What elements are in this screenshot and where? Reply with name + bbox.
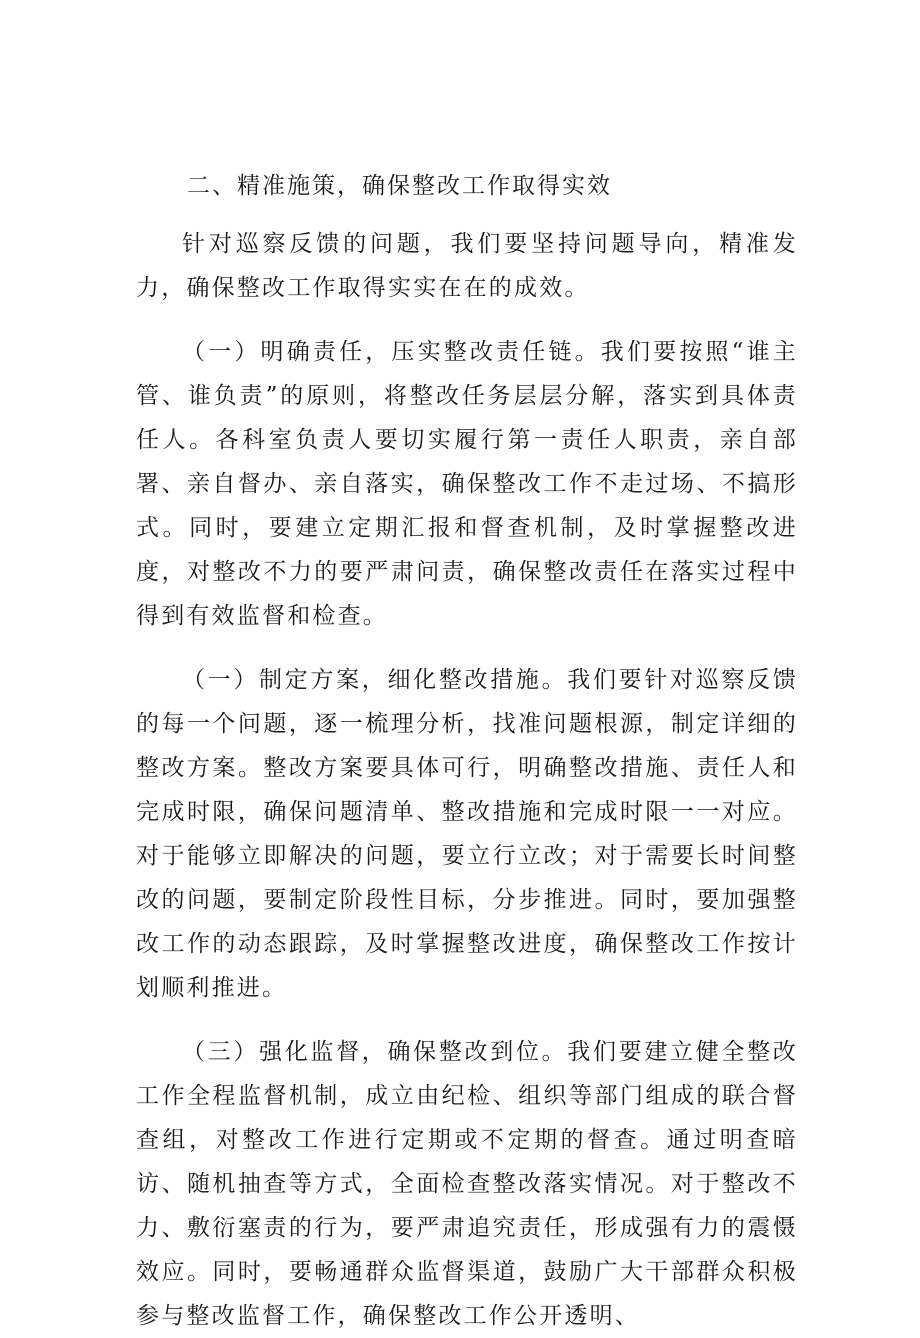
paragraph-clarify-responsibility: （一）明确责任，压实整改责任链。我们要按照“谁主管、谁负责”的原则，将整改任务层层分解，落实到具体责任人。各科室负责人要切实履行第一责任人职责，亲自部署、亲自督办、亲自落实，确保整改工作不走过场、不搞形式。同时，要建立定期汇报和督查机制，及时掌握整改进度，对整改不力的要严肃问责，确保整改责任在落实过程中得到有效监督和检查。 <box>136 339 798 629</box>
intro-paragraph: 针对巡察反馈的问题，我们要坚持问题导向，精准发力，确保整改工作取得实实在在的成效。 <box>136 231 798 301</box>
paragraph-strengthen-supervision: （三）强化监督，确保整改到位。我们要建立健全整改工作全程监督机制，成立由纪检、组织等部门组成的联合督查组，对整改工作进行定期或不定期的督查。通过明查暗访、随机抽查等方式，全面检查整改落实情况。对于整改不力、敷衍塞责的行为，要严肃追究责任，形成强有力的震慑效应。同时，要畅通群众监督渠道，鼓励广大干部群众积极参与整改监督工作，确保整改工作公开透明、 <box>136 1039 798 1329</box>
section-heading: 二、精准施策，确保整改工作取得实效 <box>187 173 612 199</box>
paragraph-rectification-plan: （一）制定方案，细化整改措施。我们要针对巡察反馈的每一个问题，逐一梳理分析，找准问题根源，制定详细的整改方案。整改方案要具体可行，明确整改措施、责任人和完成时限，确保问题清单、整改措施和完成时限一一对应。对于能够立即解决的问题，要立行立改；对于需要长时间整改的问题，要制定阶段性目标，分步推进。同时，要加强整改工作的动态跟踪，及时掌握整改进度，确保整改工作按计划顺利推进。 <box>136 667 798 1001</box>
